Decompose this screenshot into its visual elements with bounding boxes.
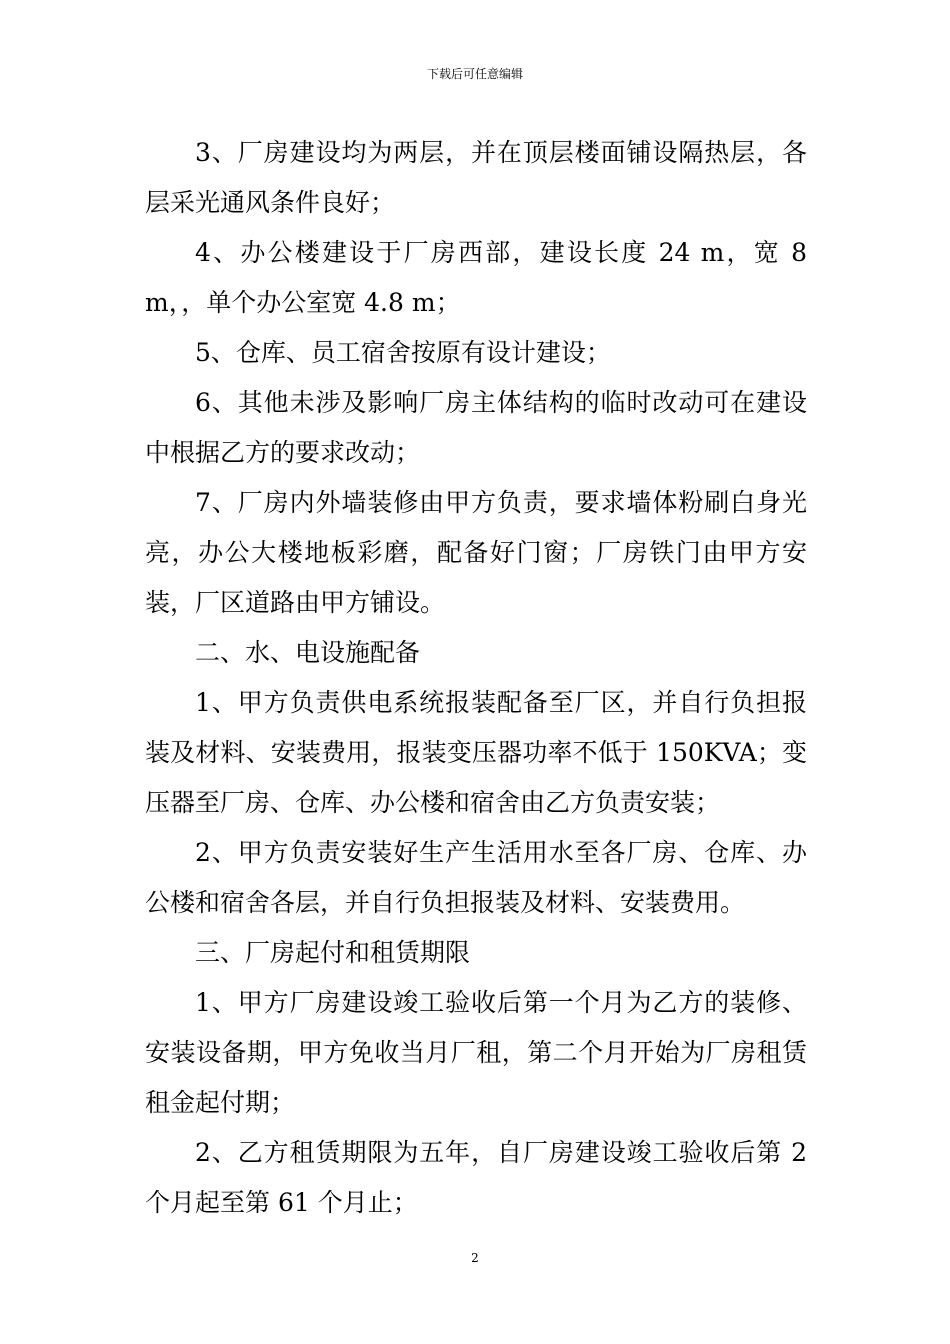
paragraph: 4、办公楼建设于厂房西部，建设长度 24 m，宽 8 m，，单个办公室宽 4.8 m； bbox=[145, 238, 807, 317]
page-header: 下载后可任意编辑 bbox=[426, 67, 523, 81]
paragraph: 2、甲方负责安装好生产生活用水至各厂房、仓库、办公楼和宿舍各层，并自行负担报装及材料、安装费用。 bbox=[145, 838, 807, 917]
paragraph: 6、其他未涉及影响厂房主体结构的临时改动可在建设中根据乙方的要求改动； bbox=[145, 388, 807, 467]
paragraph: 1、甲方负责供电系统报装配备至厂区，并自行负担报装及材料、安装费用，报装变压器功率不低于 150KVA；变压器至厂房、仓库、办公楼和宿舍由乙方负责安装； bbox=[145, 688, 807, 817]
paragraph: 5、仓库、员工宿舍按原有设计建设； bbox=[195, 338, 611, 367]
paragraph: 3、厂房建设均为两层，并在顶层楼面铺设隔热层，各层采光通风条件良好； bbox=[145, 138, 807, 217]
paragraph: 2、乙方租赁期限为五年，自厂房建设竣工验收后第 2 个月起至第 61 个月止； bbox=[145, 1138, 807, 1217]
section-heading: 三、厂房起付和租赁期限 bbox=[195, 938, 471, 967]
paragraph: 7、厂房内外墙装修由甲方负责，要求墙体粉刷白身光亮，办公大楼地板彩磨，配备好门窗；厂房铁门由甲方安装，厂区道路由甲方铺设。 bbox=[145, 488, 807, 617]
paragraph: 1、甲方厂房建设竣工验收后第一个月为乙方的装修、安装设备期，甲方免收当月厂租，第二个月开始为厂房租赁租金起付期； bbox=[145, 988, 807, 1117]
section-heading: 二、水、电设施配备 bbox=[195, 638, 421, 667]
page-number: 2 bbox=[471, 1251, 479, 1265]
document-body bbox=[145, 128, 807, 1228]
